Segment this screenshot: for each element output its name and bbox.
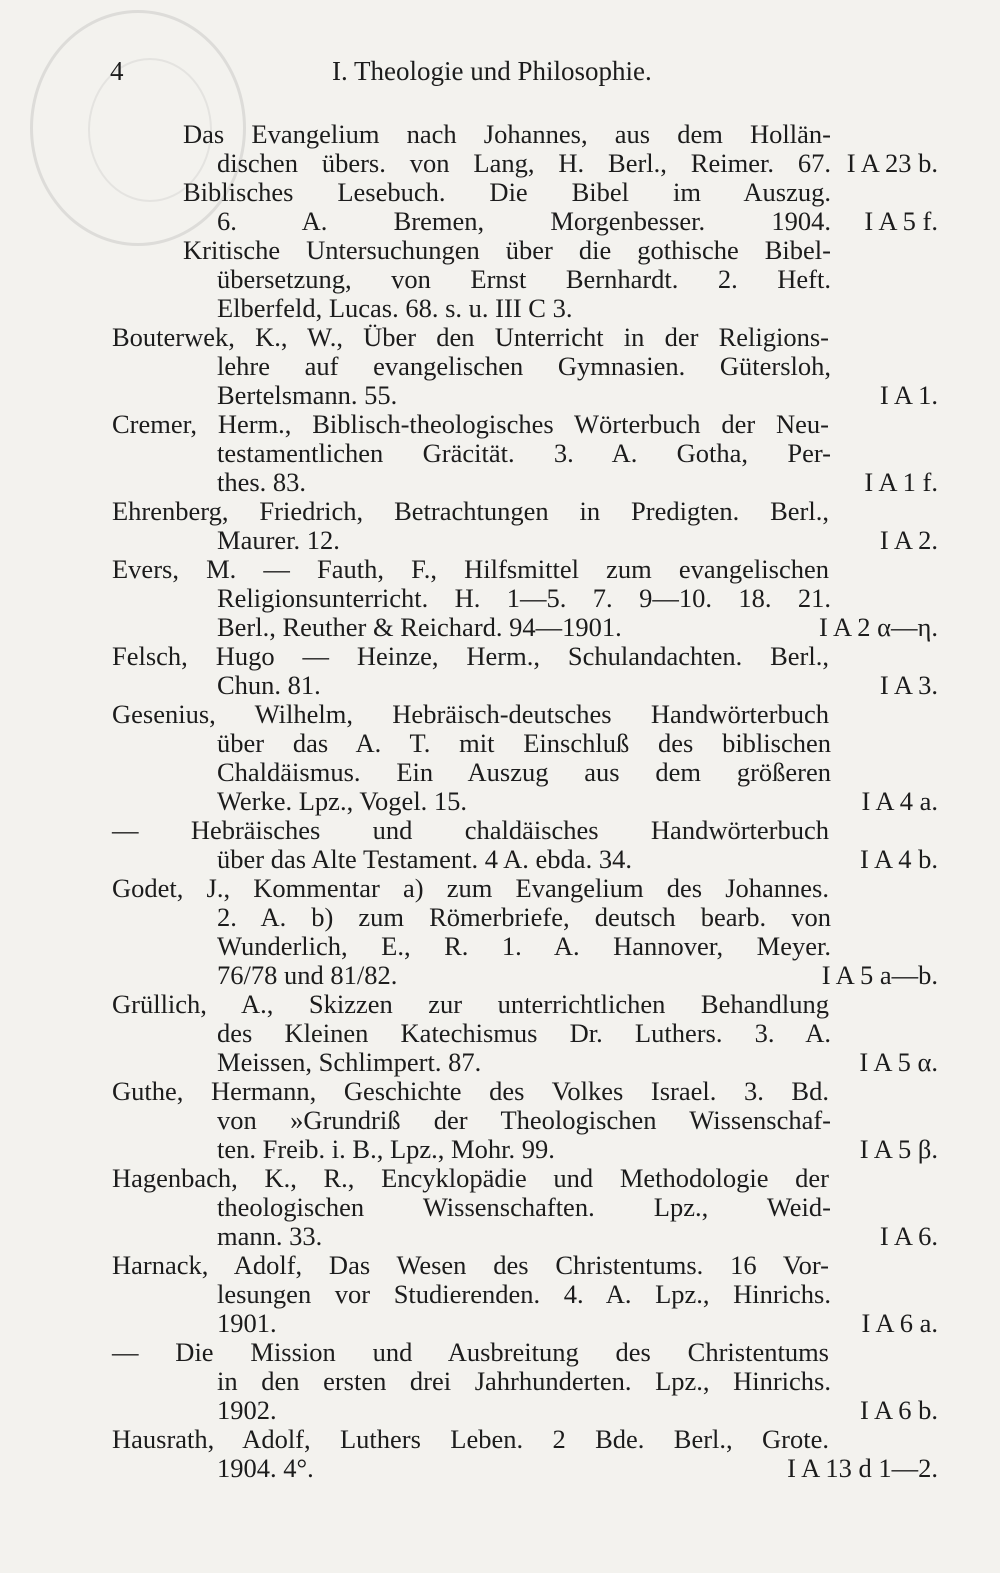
entry-line bbox=[0, 120, 1000, 149]
shelf-mark: I A 4 b. bbox=[859, 844, 938, 874]
entry-line bbox=[0, 1367, 1000, 1396]
entry-text: Evers, M. — Fauth, F., Hilfsmittel zum evangelischen bbox=[112, 554, 829, 584]
entry-line bbox=[0, 1135, 1000, 1164]
entry-line bbox=[0, 149, 1000, 178]
shelf-mark: I A 6. bbox=[879, 1221, 938, 1251]
entry-text: Meissen, Schlimpert. 87. bbox=[217, 1047, 482, 1077]
entry-text: Kritische Untersuchungen über die gothische Bibel- bbox=[183, 235, 831, 265]
entry-line bbox=[0, 1106, 1000, 1135]
entry-text: Godet, J., Kommentar a) zum Evangelium des Johannes. bbox=[112, 873, 829, 903]
entry-line bbox=[0, 584, 1000, 613]
entry-text: Biblisches Lesebuch. Die Bibel im Auszug. bbox=[183, 177, 831, 207]
entry-text: übersetzung, von Ernst Bernhardt. 2. Heft. bbox=[217, 264, 831, 294]
shelf-mark: I A 5 β. bbox=[859, 1134, 938, 1164]
entry-line bbox=[0, 729, 1000, 758]
entry-line bbox=[0, 990, 1000, 1019]
entry-text: Hausrath, Adolf, Luthers Leben. 2 Bde. Berl., Grote. bbox=[112, 1424, 829, 1454]
entry-text: des Kleinen Katechismus Dr. Luthers. 3. A. bbox=[217, 1018, 831, 1048]
entry-text: Grüllich, A., Skizzen zur unterrichtlichen Behandlung bbox=[112, 989, 829, 1019]
entry-line bbox=[0, 236, 1000, 265]
entry-text: 76/78 und 81/82. bbox=[217, 960, 398, 990]
shelf-mark: I A 4 a. bbox=[861, 786, 938, 816]
entry-line bbox=[0, 207, 1000, 236]
shelf-mark: I A 1 f. bbox=[864, 467, 938, 497]
entry-line bbox=[0, 816, 1000, 845]
shelf-mark: I A 6 b. bbox=[859, 1395, 938, 1425]
entry-text: Religionsunterricht. H. 1—5. 7. 9—10. 18. 21. bbox=[217, 583, 831, 613]
entry-line bbox=[0, 903, 1000, 932]
entry-line bbox=[0, 1309, 1000, 1338]
entry-text: Berl., Reuther & Reichard. 94—1901. bbox=[217, 612, 622, 642]
entry-line bbox=[0, 265, 1000, 294]
entry-line bbox=[0, 1077, 1000, 1106]
entry-text: in den ersten drei Jahrhunderten. Lpz., Hinrichs. bbox=[217, 1366, 831, 1396]
entry-line bbox=[0, 1454, 1000, 1483]
entry-line bbox=[0, 381, 1000, 410]
entry-text: Ehrenberg, Friedrich, Betrachtungen in Predigten. Berl., bbox=[112, 496, 829, 526]
entry-text: Elberfeld, Lucas. 68. s. u. III C 3. bbox=[217, 293, 573, 323]
entry-text: 1902. bbox=[217, 1395, 277, 1425]
entry-text: Cremer, Herm., Biblisch-theologisches Wörterbuch der Neu- bbox=[112, 409, 829, 439]
entry-line bbox=[0, 1193, 1000, 1222]
shelf-mark: I A 23 b. bbox=[846, 148, 938, 178]
shelf-mark: I A 2. bbox=[879, 525, 938, 555]
running-title: I. Theologie und Philosophie. bbox=[332, 56, 652, 86]
entry-text: 2. A. b) zum Römerbriefe, deutsch bearb. von bbox=[217, 902, 831, 932]
entry-line bbox=[0, 700, 1000, 729]
shelf-mark: I A 5 α. bbox=[859, 1047, 938, 1077]
shelf-mark: I A 5 f. bbox=[864, 206, 938, 236]
entry-text: theologischen Wissenschaften. Lpz., Weid- bbox=[217, 1192, 831, 1222]
page-number: 4 bbox=[110, 56, 124, 86]
entry-line bbox=[0, 1222, 1000, 1251]
entry-line bbox=[0, 1280, 1000, 1309]
entry-line bbox=[0, 758, 1000, 787]
page-header bbox=[0, 56, 1000, 96]
entry-text: Wunderlich, E., R. 1. A. Hannover, Meyer. bbox=[217, 931, 831, 961]
entry-line bbox=[0, 526, 1000, 555]
entry-line bbox=[0, 874, 1000, 903]
entry-text: 1904. 4°. bbox=[217, 1453, 314, 1483]
shelf-mark: I A 13 d 1—2. bbox=[787, 1453, 938, 1483]
entry-line bbox=[0, 468, 1000, 497]
entry-text: Das Evangelium nach Johannes, aus dem Hollän- bbox=[183, 119, 831, 149]
entry-line bbox=[0, 613, 1000, 642]
entry-text: testamentlichen Gräcität. 3. A. Gotha, Per- bbox=[217, 438, 831, 468]
entry-text: Bertelsmann. 55. bbox=[217, 380, 398, 410]
entry-line bbox=[0, 1338, 1000, 1367]
entry-line bbox=[0, 642, 1000, 671]
entry-text: von »Grundriß der Theologischen Wissenschaf- bbox=[217, 1105, 831, 1135]
entry-line bbox=[0, 178, 1000, 207]
entry-text: — Hebräisches und chaldäisches Handwörterbuch bbox=[112, 815, 829, 845]
entry-text: thes. 83. bbox=[217, 467, 307, 497]
entry-line bbox=[0, 1048, 1000, 1077]
entry-text: Chun. 81. bbox=[217, 670, 321, 700]
entry-text: dischen übers. von Lang, H. Berl., Reimer. 67. bbox=[217, 148, 831, 178]
entry-line bbox=[0, 671, 1000, 700]
entry-text: über das Alte Testament. 4 A. ebda. 34. bbox=[217, 844, 632, 874]
entry-text: Bouterwek, K., W., Über den Unterricht in der Religions- bbox=[112, 322, 829, 352]
entry-line bbox=[0, 845, 1000, 874]
entry-line bbox=[0, 1396, 1000, 1425]
entry-line bbox=[0, 932, 1000, 961]
shelf-mark: I A 1. bbox=[879, 380, 938, 410]
shelf-mark: I A 5 a—b. bbox=[821, 960, 938, 990]
bibliography-list bbox=[0, 120, 1000, 1483]
entry-text: — Die Mission und Ausbreitung des Christentums bbox=[112, 1337, 829, 1367]
entry-line bbox=[0, 323, 1000, 352]
entry-text: ten. Freib. i. B., Lpz., Mohr. 99. bbox=[217, 1134, 555, 1164]
entry-text: Guthe, Hermann, Geschichte des Volkes Israel. 3. Bd. bbox=[112, 1076, 829, 1106]
shelf-mark: I A 6 a. bbox=[861, 1308, 938, 1338]
entry-text: Maurer. 12. bbox=[217, 525, 340, 555]
shelf-mark: I A 3. bbox=[879, 670, 938, 700]
entry-line bbox=[0, 294, 1000, 323]
entry-text: über das A. T. mit Einschluß des biblischen bbox=[217, 728, 831, 758]
entry-text: mann. 33. bbox=[217, 1221, 323, 1251]
entry-text: Harnack, Adolf, Das Wesen des Christentums. 16 Vor- bbox=[112, 1250, 829, 1280]
entry-line bbox=[0, 1251, 1000, 1280]
entry-text: Gesenius, Wilhelm, Hebräisch-deutsches Handwörterbuch bbox=[112, 699, 829, 729]
entry-text: Chaldäismus. Ein Auszug aus dem größeren bbox=[217, 757, 831, 787]
entry-text: Werke. Lpz., Vogel. 15. bbox=[217, 786, 468, 816]
entry-text: Hagenbach, K., R., Encyklopädie und Methodologie der bbox=[112, 1163, 829, 1193]
entry-line bbox=[0, 1164, 1000, 1193]
entry-line bbox=[0, 352, 1000, 381]
entry-line bbox=[0, 410, 1000, 439]
entry-text: lehre auf evangelischen Gymnasien. Gütersloh, bbox=[217, 351, 831, 381]
entry-text: 1901. bbox=[217, 1308, 277, 1338]
entry-line bbox=[0, 787, 1000, 816]
entry-line bbox=[0, 961, 1000, 990]
entry-line bbox=[0, 1425, 1000, 1454]
entry-line bbox=[0, 555, 1000, 584]
entry-text: Felsch, Hugo — Heinze, Herm., Schulandachten. Berl., bbox=[112, 641, 829, 671]
shelf-mark: I A 2 α—η. bbox=[818, 612, 938, 642]
entry-text: 6. A. Bremen, Morgenbesser. 1904. bbox=[217, 206, 831, 236]
entry-line bbox=[0, 497, 1000, 526]
entry-text: lesungen vor Studierenden. 4. A. Lpz., Hinrichs. bbox=[217, 1279, 831, 1309]
entry-line bbox=[0, 1019, 1000, 1048]
entry-line bbox=[0, 439, 1000, 468]
